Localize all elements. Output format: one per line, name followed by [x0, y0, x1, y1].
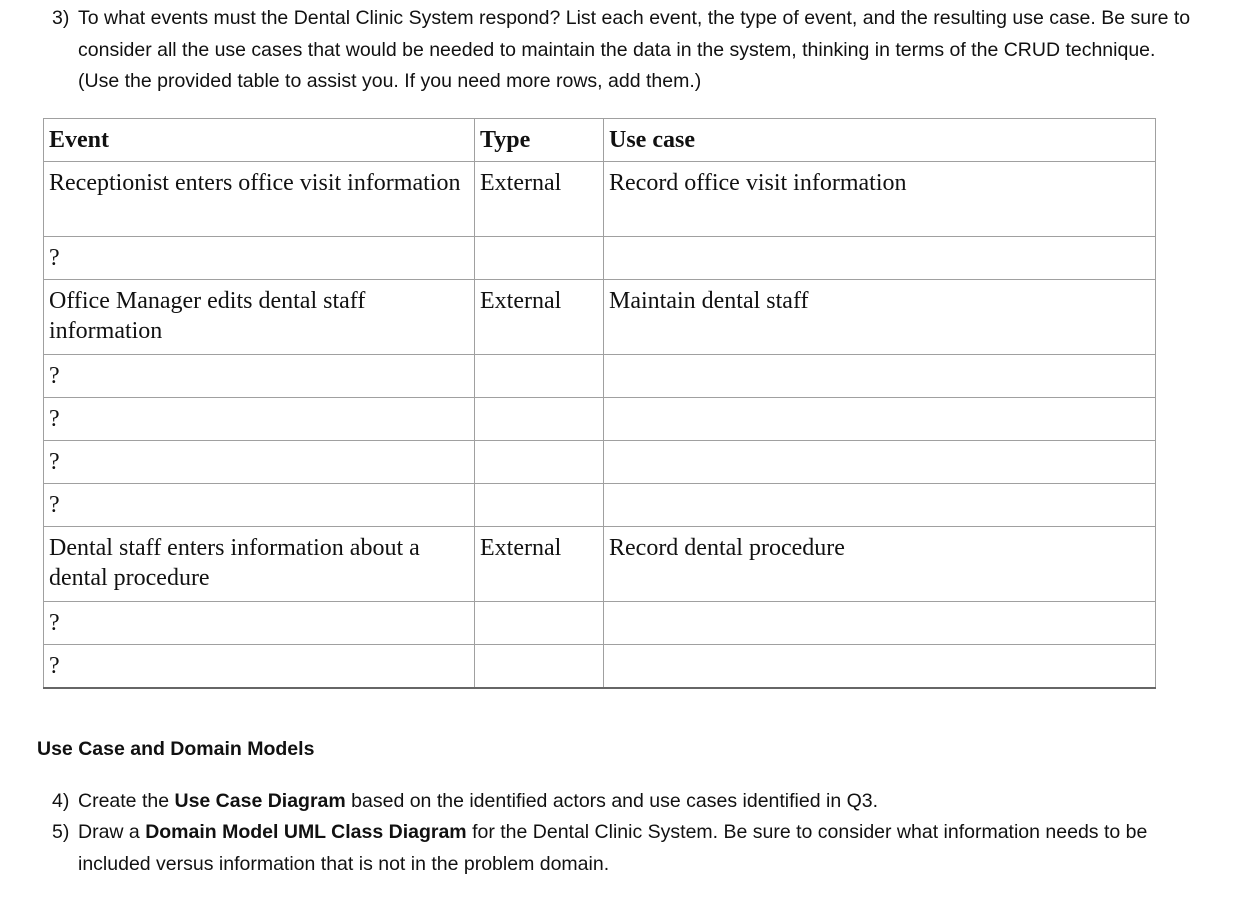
question-text: To what events must the Dental Clinic System respond? List each event, the type of event, and the resulting use case. Be sure to consider all the use cases that would be needed to maintain the data in the system, thinking in terms of the CRUD technique. (Use the provided table to assist you. If you need more rows, add them.): [78, 7, 1191, 92]
event-cell: ?: [44, 441, 475, 484]
type-cell: [475, 237, 604, 280]
section-heading: Use Case and Domain Models: [37, 738, 315, 760]
text: for the Dental Clinic System. Be sure to consider what information needs to be included versus information that is not in the problem domain.: [78, 821, 1148, 875]
table-row: [44, 441, 1156, 484]
type-cell: External: [475, 527, 604, 602]
use-case-cell: Record office visit information: [604, 162, 1156, 237]
events-table: [43, 118, 1156, 689]
type-cell: [475, 441, 604, 484]
use-case-cell: [604, 398, 1156, 441]
use-case-cell: [604, 237, 1156, 280]
question-number: 4): [52, 790, 70, 812]
text: based on the identified actors and use cases identified in Q3.: [345, 790, 879, 812]
table-row: [44, 162, 1156, 237]
header-use-case: Use case: [604, 119, 1156, 162]
table-row: [44, 602, 1156, 645]
type-cell: [475, 645, 604, 689]
use-case-cell: [604, 355, 1156, 398]
table-row: [44, 398, 1156, 441]
use-case-cell: [604, 441, 1156, 484]
type-cell: [475, 355, 604, 398]
table-row: [44, 355, 1156, 398]
type-cell: [475, 398, 604, 441]
table-row: [44, 237, 1156, 280]
question-number: 5): [52, 821, 70, 843]
event-cell: ?: [44, 237, 475, 280]
text: Draw a: [78, 821, 146, 843]
header-type: Type: [475, 119, 604, 162]
table-row: [44, 645, 1156, 689]
type-cell: External: [475, 162, 604, 237]
use-case-cell: Maintain dental staff: [604, 280, 1156, 355]
table-row: [44, 484, 1156, 527]
event-cell: ?: [44, 398, 475, 441]
event-cell: ?: [44, 355, 475, 398]
question-text: [52, 817, 1202, 880]
table-row: [44, 280, 1156, 355]
use-case-cell: [604, 645, 1156, 689]
type-cell: [475, 602, 604, 645]
event-cell: ?: [44, 602, 475, 645]
type-cell: External: [475, 280, 604, 355]
bold-text: Use Case Diagram: [174, 790, 346, 812]
type-cell: [475, 484, 604, 527]
event-cell: Dental staff enters information about a dental procedure: [44, 527, 475, 602]
bold-text: Domain Model UML Class Diagram: [145, 821, 467, 843]
event-cell: Office Manager edits dental staff information: [44, 280, 475, 355]
event-cell: ?: [44, 484, 475, 527]
question-5: [52, 817, 1202, 880]
question-number: 3): [52, 7, 70, 29]
table-header-row: [44, 119, 1156, 162]
table-row: [44, 527, 1156, 602]
event-cell: ?: [44, 645, 475, 689]
question-4: [52, 786, 1202, 818]
question-text: [52, 786, 1202, 818]
use-case-cell: Record dental procedure: [604, 527, 1156, 602]
header-event: Event: [44, 119, 475, 162]
text: Create the: [78, 790, 175, 812]
event-cell: Receptionist enters office visit information: [44, 162, 475, 237]
use-case-cell: [604, 602, 1156, 645]
use-case-cell: [604, 484, 1156, 527]
question-3: [52, 3, 1202, 98]
